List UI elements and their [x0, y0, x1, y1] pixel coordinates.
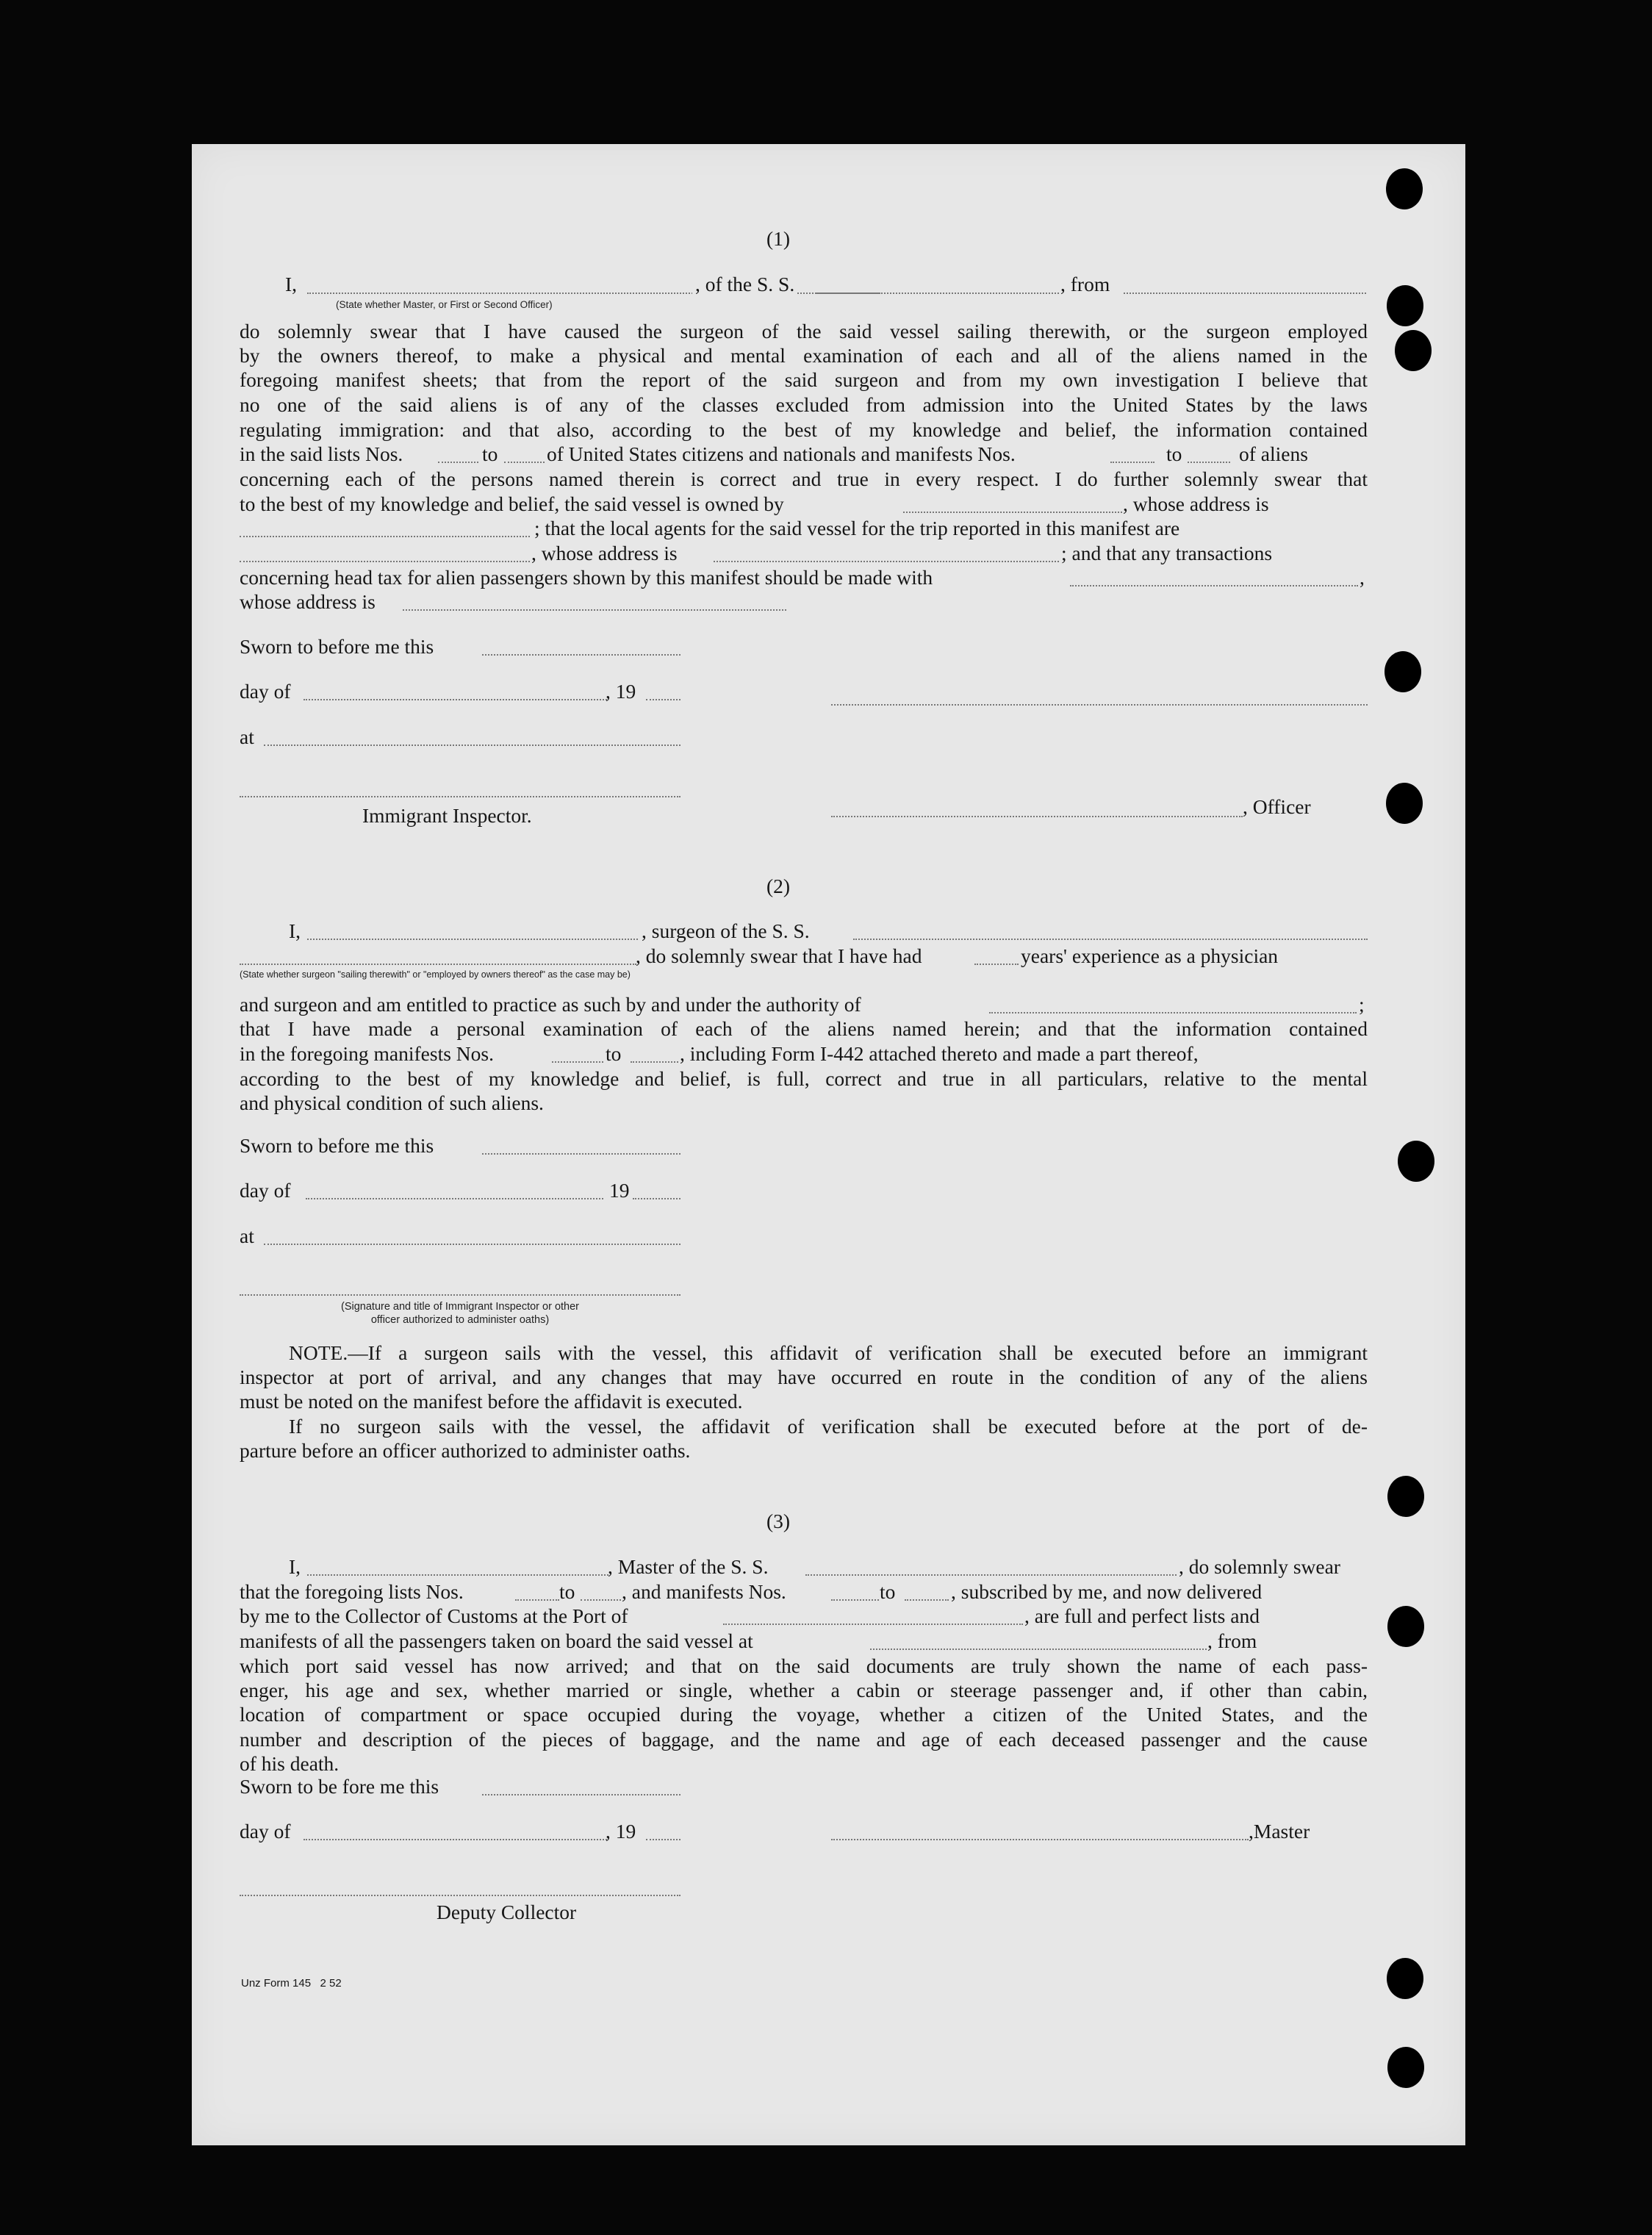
day-field-1[interactable] [304, 699, 607, 700]
authority-semicolon: ; [1359, 993, 1365, 1016]
subscribed-label: , subscribed by me, and now delivered [951, 1580, 1263, 1603]
surgeon-name-field[interactable] [307, 939, 638, 940]
solemnly-swear-label: , do solemnly swear [1179, 1555, 1340, 1578]
sworn-field-3[interactable] [482, 1794, 680, 1795]
lists-to-label: to [482, 442, 498, 465]
officer-signature-field[interactable] [831, 704, 1368, 706]
note-line-3: must be noted on the manifest before the affidavit is executed. [240, 1390, 743, 1413]
oath-1-body-line-2: by the owners thereof, to make a physical and mental examination of each and all of the aliens named in the [240, 344, 1368, 367]
note-line-2: inspector at port of arrival, and any changes that may have occurred en route in the condition of any of the aliens [240, 1366, 1368, 1388]
day-of-label-1: day of [240, 680, 291, 703]
boarding-port-field[interactable] [870, 1649, 1207, 1650]
surgeon-status-field[interactable] [240, 964, 636, 965]
vessel-name-field[interactable] [816, 293, 1059, 294]
punch-hole [1385, 651, 1421, 692]
surgeon-vessel-field[interactable] [853, 939, 1368, 940]
lists-from-field[interactable] [438, 462, 478, 463]
head-tax-field[interactable] [1070, 585, 1358, 586]
agents-field[interactable] [240, 561, 530, 562]
at-label-2: at [240, 1224, 254, 1247]
at-field-1[interactable] [264, 745, 680, 746]
year-label-3: , 19 [606, 1820, 636, 1843]
sworn-label-1: Sworn to before me this [240, 635, 434, 658]
from-port-field[interactable] [1124, 293, 1366, 294]
oath-3-body-line-4: number and description of the pieces of baggage, and the name and age of each deceased passenger and the cause [240, 1728, 1368, 1751]
lists-nos-label: in the said lists Nos. [240, 442, 403, 465]
day-field-3[interactable] [304, 1839, 607, 1840]
master-label: ,Master [1249, 1820, 1310, 1843]
master-manifests-from-field[interactable] [831, 1599, 879, 1601]
foregoing-lists-label: that the foregoing lists Nos. [240, 1580, 464, 1603]
master-manifests-to-label: to [880, 1580, 896, 1603]
head-tax-address-field[interactable] [403, 609, 786, 611]
day-of-label-3: day of [240, 1820, 291, 1843]
sworn-field-1[interactable] [482, 654, 680, 656]
manifests-from-field[interactable] [1110, 462, 1154, 463]
from-label-3: , from [1207, 1629, 1257, 1652]
local-agents-label: ; that the local agents for the said vessel for the trip reported in this manifest are [534, 517, 1180, 539]
form-sheet [192, 144, 1465, 2145]
manifests-to-field[interactable] [1188, 462, 1230, 463]
sworn-label-2: Sworn to before me this [240, 1134, 434, 1157]
surgeon-manifests-from-field[interactable] [552, 1061, 603, 1063]
authority-field[interactable] [989, 1012, 1357, 1014]
deputy-collector-label: Deputy Collector [437, 1901, 577, 1923]
punch-hole [1395, 330, 1432, 371]
collector-label: by me to the Collector of Customs at the Port of [240, 1604, 628, 1627]
oath-1-of-ss: , of the S. S. [692, 272, 797, 296]
sworn-label-3: Sworn to be fore me this [240, 1775, 439, 1798]
year-field-1[interactable] [646, 699, 680, 700]
master-vessel-field[interactable] [805, 1574, 1177, 1576]
agents-address-field[interactable] [714, 561, 1059, 562]
master-name-field[interactable] [307, 1574, 608, 1576]
taken-on-board-label: manifests of all the passengers taken on board the said vessel at [240, 1629, 753, 1652]
punch-hole [1387, 1958, 1423, 1999]
head-tax-comma: , [1360, 566, 1365, 589]
owner-address-field[interactable] [240, 536, 530, 537]
year-label-1: , 19 [606, 680, 636, 703]
exam-line: that I have made a personal examination of each of the aliens named herein; and that the information contained [240, 1017, 1368, 1040]
collector-port-field[interactable] [723, 1624, 1023, 1625]
officer-label: , Officer [1243, 795, 1311, 818]
oath-1-from: , from [1060, 273, 1110, 295]
oath-2-body-line: according to the best of my knowledge and belief, is full, correct and true in all particulars, relative to the mental [240, 1067, 1368, 1090]
form-i442-label: , including Form I-442 attached thereto and made a part thereof, [680, 1042, 1199, 1065]
punch-hole [1387, 1476, 1424, 1517]
full-perfect-label: , are full and perfect lists and [1024, 1604, 1260, 1627]
master-manifests-to-field[interactable] [905, 1599, 949, 1601]
punch-hole [1387, 2047, 1424, 2088]
citizens-manifests-label: of United States citizens and nationals and manifests Nos. [547, 442, 1016, 465]
day-of-label-2: day of [240, 1179, 291, 1202]
punch-hole [1398, 1141, 1434, 1182]
oath-2-i: I, [289, 919, 301, 942]
section-2-number: (2) [766, 875, 791, 897]
surgeon-manifests-to-field[interactable] [631, 1061, 678, 1063]
inspector-signature-field[interactable] [240, 796, 680, 797]
years-field[interactable] [974, 964, 1019, 965]
manifests-to-label: to [1166, 442, 1182, 465]
day-field-2[interactable] [306, 1198, 603, 1199]
owner-field[interactable] [903, 512, 1122, 513]
year-field-3[interactable] [646, 1839, 680, 1840]
master-lists-to-label: to [559, 1580, 575, 1603]
section-3-number: (3) [766, 1510, 791, 1532]
oath-3-body-line-1: which port said vessel has now arrived; and that on the said documents are truly shown the name of each pass- [240, 1654, 1368, 1677]
punch-hole [1386, 168, 1423, 209]
owned-by-label: to the best of my knowledge and belief, the said vessel is owned by [240, 492, 784, 515]
oath-1-body-line-5: regulating immigration: and that also, according to the best of my knowledge and belief, the information contained [240, 418, 1368, 441]
immigrant-inspector-label: Immigrant Inspector. [362, 804, 532, 827]
oath-3-body-line-3: location of compartment or space occupied during the voyage, whether a citizen of the United States, and the [240, 1703, 1368, 1726]
physician-label: years' experience as a physician [1021, 944, 1279, 967]
agents-address-label: , whose address is [531, 542, 678, 564]
of-aliens-label: of aliens [1239, 442, 1308, 465]
state-officer-note: (State whether Master, or First or Second Officer) [336, 299, 553, 310]
note-line-4: If no surgeon sails with the vessel, the affidavit of verification shall be executed before at the port of de- [289, 1415, 1368, 1438]
inspector-signature-field-2[interactable] [240, 1294, 680, 1296]
and-manifests-label: , and manifests Nos. [622, 1580, 786, 1603]
section-1-number: (1) [766, 227, 791, 250]
oath-1-body-line-3: foregoing manifest sheets; that from the report of the said surgeon and from my own investigation I believe that [240, 368, 1368, 391]
whose-address-label: whose address is [240, 590, 376, 613]
oath-1-body-line-1: do solemnly swear that I have caused the surgeon of the said vessel sailing therewith, or the surgeon employed [240, 320, 1368, 342]
transactions-label: ; and that any transactions [1061, 542, 1273, 564]
master-lists-to-field[interactable] [581, 1599, 621, 1601]
surgeon-of-ss-label: , surgeon of the S. S. [642, 919, 810, 942]
authority-label: and surgeon and am entitled to practice as such by and under the authority of [240, 993, 861, 1016]
oath-2-last-line: and physical condition of such aliens. [240, 1091, 544, 1114]
deputy-signature-field[interactable] [240, 1895, 680, 1896]
note-line-5: parture before an officer authorized to administer oaths. [240, 1439, 691, 1462]
years-experience-label: , do solemnly swear that I have had [636, 944, 922, 967]
signature-note-line-2: officer authorized to administer oaths) [370, 1314, 550, 1326]
punch-hole [1386, 783, 1423, 824]
oath-3-i: I, [289, 1555, 301, 1578]
master-signature-field[interactable] [831, 1839, 1249, 1840]
year-label-2: 19 [609, 1179, 630, 1202]
form-number: Unz Form 145 2 52 [241, 1977, 342, 1990]
lists-to-field[interactable] [504, 462, 545, 463]
master-lists-from-field[interactable] [515, 1599, 559, 1601]
head-tax-label: concerning head tax for alien passengers shown by this manifest should be made with [240, 566, 933, 589]
oath-3-last-line: of his death. [240, 1752, 340, 1775]
note-line-1: NOTE.—If a surgeon sails with the vessel, this affidavit of verification shall be executed before an immigrant [289, 1341, 1368, 1364]
oath-1-body-line-4: no one of the said aliens is of any of the classes excluded from admission into the United States by the laws [240, 393, 1368, 416]
at-label-1: at [240, 725, 254, 748]
at-field-2[interactable] [264, 1244, 680, 1245]
foregoing-manifests-label: in the foregoing manifests Nos. [240, 1042, 494, 1065]
oath-1-i: I, [285, 273, 298, 295]
surgeon-manifests-to-label: to [606, 1042, 622, 1065]
master-of-ss-label: , Master of the S. S. [608, 1555, 769, 1578]
punch-hole [1387, 1606, 1424, 1647]
signature-note-line-1: (Signature and title of Immigrant Inspector or other [341, 1301, 579, 1313]
owner-address-label: , whose address is [1123, 492, 1269, 515]
surgeon-status-note: (State whether surgeon "sailing therewith" or "employed by owners thereof" as the case may be) [240, 969, 631, 980]
sworn-field-2[interactable] [482, 1153, 680, 1155]
oath-3-body-line-2: enger, his age and sex, whether married or single, whether a cabin or steerage passenger and, if other than cabin, [240, 1679, 1368, 1701]
year-field-2[interactable] [633, 1198, 680, 1199]
officer-title-field[interactable] [831, 816, 1243, 817]
punch-hole [1387, 285, 1423, 326]
concerning-line: concerning each of the persons named therein is correct and true in every respect. I do further solemnly swear that [240, 467, 1368, 490]
